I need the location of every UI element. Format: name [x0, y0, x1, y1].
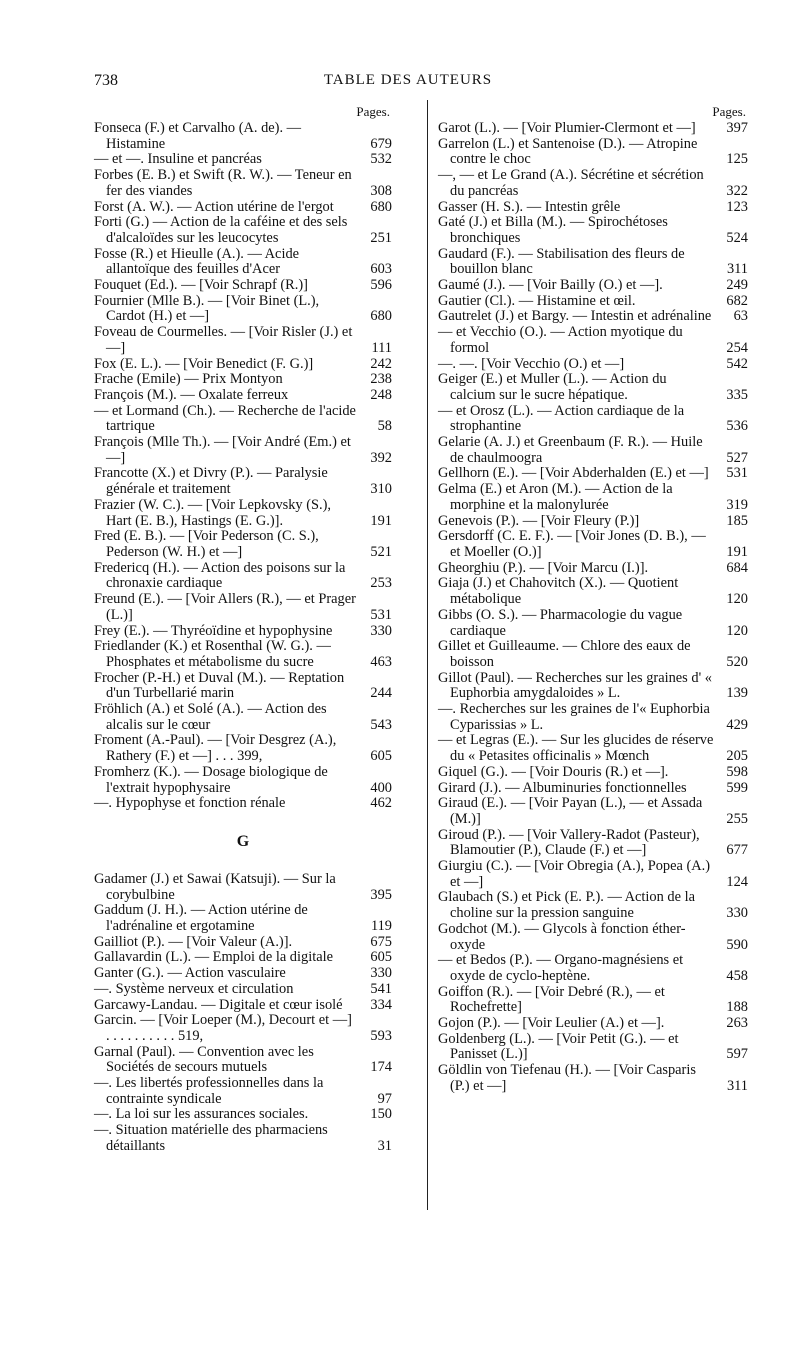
index-entry [94, 357, 392, 373]
index-entry [94, 435, 392, 466]
entry-page-number: 263 [726, 1015, 748, 1032]
index-entry [94, 765, 392, 796]
index-entry [94, 1076, 392, 1107]
entry-page-number: 521 [370, 543, 392, 560]
entry-text: —. Les libertés professionnelles dans la contrainte syndicale [94, 1075, 328, 1107]
entry-text: Gaté (J.) et Billa (M.). — Spirochétoses bronchiques [438, 214, 672, 246]
index-entry [438, 796, 748, 827]
index-entry [438, 309, 748, 325]
entry-text: Frocher (P.-H.) et Duval (M.). — Reptation d'un Turbellarié marin [94, 669, 348, 702]
entry-page-number: 400 [370, 779, 392, 796]
entry-page-number: 680 [370, 198, 392, 215]
index-entry [94, 982, 392, 998]
entry-text: Garnal (Paul). — Convention avec les Sociétés de secours mutuels [94, 1043, 318, 1076]
entry-page-number: 605 [370, 949, 392, 966]
entry-page-number: 531 [726, 465, 748, 482]
index-entry [438, 922, 748, 953]
entry-page-number: 111 [371, 339, 392, 356]
entry-page-number: 248 [370, 386, 392, 403]
index-entry [438, 733, 748, 764]
entry-page-number: 334 [370, 996, 392, 1013]
entry-page-number: 593 [370, 1027, 392, 1044]
entry-page-number: 590 [726, 936, 748, 953]
index-entry [94, 498, 392, 529]
entry-page-number: 120 [726, 591, 748, 608]
index-entry [438, 765, 748, 781]
entry-text: Gelarie (A. J.) et Greenbaum (F. R.). — Huile de chaulmoogra [438, 434, 707, 466]
index-entry [94, 903, 392, 934]
index-entry [94, 935, 392, 951]
index-entry [94, 294, 392, 325]
entry-page-number: 191 [370, 512, 392, 529]
index-entry [438, 482, 748, 513]
index-entry [94, 1107, 392, 1123]
index-entry [438, 278, 748, 294]
entry-text: Goiffon (R.). — [Voir Debré (R.), — et Rochefrette] [438, 983, 669, 1016]
entry-text: François (Mlle Th.). — [Voir André (Em.) et —] [94, 434, 355, 466]
entry-text: Frazier (W. C.). — [Voir Lepkovsky (S.), Hart (E. B.), Hastings (E. G.)]. [94, 496, 335, 529]
index-entry [438, 435, 748, 466]
entry-page-number: 255 [726, 810, 748, 827]
entry-text: Gasser (H. S.). — Intestin grêle [438, 198, 621, 215]
entry-text: — et Bedos (P.). — Organo-magnésiens et oxyde de cyclo-heptène. [438, 952, 687, 984]
entry-page-number: 330 [370, 622, 392, 639]
entry-text: —. La loi sur les assurances sociales. [94, 1106, 309, 1123]
entry-page-number: 330 [370, 965, 392, 982]
entry-page-number: 123 [726, 198, 748, 215]
entry-page-number: 542 [726, 355, 748, 372]
index-entry [438, 514, 748, 530]
entry-text: Frey (E.). — Thyréoïdine et hypophysine [94, 622, 333, 639]
entry-text: Fröhlich (A.) et Solé (A.). — Action des alcalis sur le cœur [94, 701, 331, 733]
entry-page-number: 251 [370, 229, 392, 246]
entry-page-number: 310 [370, 481, 392, 498]
entry-text: Gaumé (J.). — [Voir Bailly (O.) et —]. [438, 277, 663, 294]
index-entry [94, 278, 392, 294]
index-entry [438, 890, 748, 921]
entry-page-number: 395 [370, 886, 392, 903]
index-entry [94, 624, 392, 640]
entry-page-number: 330 [726, 905, 748, 922]
running-title: TABLE DES AUTEURS [323, 72, 493, 88]
index-entry [94, 1013, 392, 1044]
index-entry [438, 985, 748, 1016]
index-entry [438, 168, 748, 199]
index-entry [94, 966, 392, 982]
entry-text: Garcawy-Landau. — Digitale et cœur isolé [94, 996, 343, 1013]
entry-page-number: 185 [726, 512, 748, 529]
entry-text: Giraud (E.). — [Voir Payan (L.), — et Assada (M.)] [438, 795, 706, 827]
entry-text: — et Legras (E.). — Sur les glucides de réserve du « Petasites officinalis » Mœnch [438, 732, 717, 765]
column-divider [427, 100, 428, 1210]
entry-text: Godchot (M.). — Glycols à fonction éther-oxyde [438, 920, 686, 953]
pages-heading: Pages. [356, 104, 390, 119]
entry-text: Gellhorn (E.). — [Voir Abderhalden (E.) et —] [438, 465, 709, 482]
index-entry [438, 702, 748, 733]
index-entry [438, 608, 748, 639]
entry-page-number: 249 [726, 277, 748, 294]
entry-text: — et Lormand (Ch.). — Recherche de l'acide tartrique [94, 402, 360, 435]
entry-text: Ganter (G.). — Action vasculaire [94, 965, 286, 982]
index-entry [438, 828, 748, 859]
entry-text: — et Orosz (L.). — Action cardiaque de la strophantine [438, 402, 688, 435]
index-entry [438, 404, 748, 435]
entry-page-number: 458 [726, 967, 748, 984]
entry-text: —. Situation matérielle des pharmaciens détaillants [94, 1122, 332, 1154]
entry-text: Girard (J.). — Albuminuries fonctionnelles [438, 779, 687, 796]
index-entry [438, 1032, 748, 1063]
entry-page-number: 322 [726, 182, 748, 199]
entry-page-number: 63 [733, 308, 748, 325]
entry-page-number: 536 [726, 418, 748, 435]
left-column [94, 102, 392, 1155]
entry-text: Fournier (Mlle B.). — [Voir Binet (L.), Cardot (H.) et —] [94, 292, 323, 325]
index-entry [438, 576, 748, 607]
entry-page-number: 463 [370, 653, 392, 670]
entry-text: Gersdorff (C. E. F.). — [Voir Jones (D. B.), — et Moeller (O.)] [438, 528, 710, 560]
index-entry [94, 168, 392, 199]
entry-page-number: 682 [726, 292, 748, 309]
entry-text: —. —. [Voir Vecchio (O.) et —] [438, 355, 625, 372]
entry-text: Gaddum (J. H.). — Action utérine de l'adrénaline et ergotamine [94, 902, 312, 935]
page-number: 738 [94, 72, 118, 89]
entry-page-number: 150 [370, 1106, 392, 1123]
index-entry [94, 404, 392, 435]
entry-text: Gheorghiu (P.). — [Voir Marcu (I.)]. [438, 559, 649, 576]
index-entry [438, 1016, 748, 1032]
entry-page-number: 31 [377, 1137, 392, 1154]
index-entry [94, 796, 392, 812]
entry-page-number: 462 [370, 795, 392, 812]
entry-page-number: 191 [726, 543, 748, 560]
entry-text: Gautrelet (J.) et Bargy. — Intestin et adrénaline [438, 308, 712, 325]
entry-page-number: 97 [377, 1090, 392, 1107]
entry-page-number: 311 [726, 1077, 748, 1094]
entry-text: Forst (A. W.). — Action utérine de l'ergot [94, 198, 334, 215]
entry-page-number: 598 [726, 763, 748, 780]
entry-page-number: 684 [726, 559, 748, 576]
entry-text: Giroud (P.). — [Voir Vallery-Radot (Pasteur), Blamoutier (P.), Claude (F.) et —] [438, 826, 704, 859]
entry-text: Gadamer (J.) et Sawai (Katsuji). — Sur la corybulbine [94, 870, 340, 903]
entry-text: Forti (G.) — Action de la caféine et des sels d'alcaloïdes sur les leucocytes [94, 214, 351, 246]
entry-page-number: 253 [370, 575, 392, 592]
entry-text: Gaudard (F.). — Stabilisation des fleurs de bouillon blanc [438, 245, 689, 278]
pages-heading: Pages. [712, 104, 746, 119]
entry-text: —. Recherches sur les graines de l'« Euphorbia Cyparissias » L. [438, 701, 714, 733]
entry-page-number: 311 [726, 261, 748, 278]
index-entry [438, 372, 748, 403]
entry-text: Giurgiu (C.). — [Voir Obregia (A.), Popea (A.) et —] [438, 858, 714, 890]
index-entry [94, 733, 392, 764]
entry-page-number: 242 [370, 355, 392, 372]
entry-page-number: 596 [370, 277, 392, 294]
index-entry [438, 137, 748, 168]
index-entry [94, 529, 392, 560]
entry-page-number: 599 [726, 779, 748, 796]
index-entry [94, 998, 392, 1014]
entry-page-number: 188 [726, 999, 748, 1016]
entry-text: Friedlander (K.) et Rosenthal (W. G.). — Phosphates et métabolisme du sucre [94, 638, 335, 670]
index-entry [94, 1123, 392, 1154]
entry-text: Fonseca (F.) et Carvalho (A. de). — Histamine [94, 120, 305, 152]
index-entry [94, 200, 392, 216]
index-entry [94, 872, 392, 903]
entry-text: Gibbs (O. S.). — Pharmacologie du vague cardiaque [438, 606, 686, 639]
index-entry [438, 529, 748, 560]
entry-text: Goldenberg (L.). — [Voir Petit (G.). — et Panisset (L.)] [438, 1030, 683, 1063]
entry-text: Fosse (R.) et Hieulle (A.). — Acide allantoïque des feuilles d'Acer [94, 245, 303, 278]
entry-text: Gillot (Paul). — Recherches sur les graines d' « Euphorbia amygdaloides » L. [438, 669, 716, 702]
entry-text: Genevois (P.). — [Voir Fleury (P.)] [438, 512, 640, 529]
index-entry [94, 950, 392, 966]
entry-page-number: 397 [726, 120, 748, 136]
index-entry [94, 561, 392, 592]
entry-page-number: 541 [370, 980, 392, 997]
entry-page-number: 319 [726, 496, 748, 513]
index-entry [94, 466, 392, 497]
entry-text: Gillet et Guilleaume. — Chlore des eaux de boisson [438, 638, 695, 670]
entry-page-number: 524 [726, 229, 748, 246]
entry-page-number: 597 [726, 1046, 748, 1063]
index-entry [94, 1045, 392, 1076]
entry-text: Gautier (Cl.). — Histamine et œil. [438, 292, 636, 309]
entry-text: Garcin. — [Voir Loeper (M.), Decourt et —] . . . . . . . . . . 519, [94, 1012, 356, 1044]
entry-page-number: 120 [726, 622, 748, 639]
entry-text: —. Hypophyse et fonction rénale [94, 795, 286, 812]
entry-text: Freund (E.). — [Voir Allers (R.), — et Prager (L.)] [94, 591, 360, 623]
index-entry [94, 372, 392, 388]
index-entry [438, 466, 748, 482]
index-entry [438, 215, 748, 246]
entry-page-number: 205 [726, 748, 748, 765]
right-column [438, 102, 748, 1095]
index-entry [94, 152, 392, 168]
section-letter: G [236, 832, 250, 850]
entry-text: Göldlin von Tiefenau (H.). — [Voir Casparis (P.) et —] [438, 1062, 700, 1094]
entry-page-number: 244 [370, 685, 392, 702]
entry-text: Gailliot (P.). — [Voir Valeur (A.)]. [94, 933, 293, 950]
entry-text: Giquel (G.). — [Voir Douris (R.) et —]. [438, 763, 669, 780]
index-entry [438, 294, 748, 310]
entry-page-number: 254 [726, 339, 748, 356]
entry-page-number: 58 [377, 418, 392, 435]
entry-page-number: 680 [370, 308, 392, 325]
index-entry [94, 592, 392, 623]
index-entry [438, 859, 748, 890]
index-entry [438, 953, 748, 984]
index-entry [94, 671, 392, 702]
entry-text: Geiger (E.) et Muller (L.). — Action du calcium sur le sucre hépatique. [438, 371, 671, 403]
entry-page-number: 677 [726, 842, 748, 859]
entry-text: — et —. Insuline et pancréas [94, 151, 262, 168]
index-entry [94, 639, 392, 670]
entry-page-number: 335 [726, 386, 748, 403]
entry-text: — et Vecchio (O.). — Action myotique du formol [438, 324, 687, 356]
entry-page-number: 238 [370, 371, 392, 388]
entry-text: Fred (E. B.). — [Voir Pederson (C. S.), Pederson (W. H.) et —] [94, 528, 323, 560]
entry-text: Gelma (E.) et Aron (M.). — Action de la morphine et la malonylurée [438, 481, 677, 513]
entry-text: Fox (E. L.). — [Voir Benedict (F. G.)] [94, 355, 314, 372]
index-entry [94, 121, 392, 152]
entry-page-number: 124 [726, 873, 748, 890]
page-header [94, 72, 722, 98]
entry-page-number: 531 [370, 606, 392, 623]
entry-page-number: 543 [370, 716, 392, 733]
index-entry [438, 325, 748, 356]
index-entry [438, 200, 748, 216]
entry-text: Fouquet (Ed.). — [Voir Schrapf (R.)] [94, 277, 308, 294]
index-entry [94, 247, 392, 278]
entry-page-number: 605 [370, 748, 392, 765]
entry-text: Fredericq (H.). — Action des poisons sur la chronaxie cardiaque [94, 559, 350, 592]
entry-text: Froment (A.-Paul). — [Voir Desgrez (A.), Rathery (F.) et —] . . . 399, [94, 732, 340, 765]
entry-text: François (M.). — Oxalate ferreux [94, 386, 289, 403]
entry-page-number: 532 [370, 151, 392, 168]
entry-text: Glaubach (S.) et Pick (E. P.). — Action de la choline sur la pression sanguine [438, 889, 699, 922]
index-entry [438, 247, 748, 278]
entry-page-number: 527 [726, 449, 748, 466]
entry-page-number: 139 [726, 685, 748, 702]
entry-text: Francotte (X.) et Divry (P.). — Paralysie générale et traitement [94, 465, 332, 498]
entry-text: Garrelon (L.) et Santenoise (D.). — Atropine contre le choc [438, 135, 701, 168]
entry-text: Giaja (J.) et Chahovitch (X.). — Quotient métabolique [438, 575, 682, 608]
entry-text: —. Système nerveux et circulation [94, 980, 294, 997]
index-entry [438, 561, 748, 577]
index-entry [94, 702, 392, 733]
entry-page-number: 603 [370, 261, 392, 278]
entry-text: Frache (Emile) — Prix Montyon [94, 371, 283, 388]
entry-page-number: 520 [726, 653, 748, 670]
entry-text: Fromherz (K.). — Dosage biologique de l'extrait hypophysaire [94, 763, 332, 796]
index-entry [94, 388, 392, 404]
entry-page-number: 675 [370, 933, 392, 950]
entry-page-number: 392 [370, 449, 392, 466]
entry-text: —, — et Le Grand (A.). Sécrétine et sécrétion du pancréas [438, 167, 708, 199]
entry-page-number: 119 [370, 918, 392, 935]
entry-text: Forbes (E. B.) et Swift (R. W.). — Teneur en fer des viandes [94, 167, 356, 199]
index-entry [438, 639, 748, 670]
entry-text: Garot (L.). — [Voir Plumier-Clermont et —] [438, 120, 696, 136]
index-entry [438, 357, 748, 373]
entry-text: Gojon (P.). — [Voir Leulier (A.) et —]. [438, 1015, 665, 1032]
entry-text: Foveau de Courmelles. — [Voir Risler (J.) et —] [94, 324, 356, 356]
entry-page-number: 308 [370, 182, 392, 199]
index-entry [94, 325, 392, 356]
index-entry [438, 121, 748, 137]
index-entry [438, 781, 748, 797]
index-entry [94, 215, 392, 246]
entry-text: Gallavardin (L.). — Emploi de la digitale [94, 949, 333, 966]
entry-page-number: 125 [726, 151, 748, 168]
index-entry [438, 1063, 748, 1094]
index-entry [438, 671, 748, 702]
entry-page-number: 679 [370, 135, 392, 152]
entry-page-number: 174 [370, 1059, 392, 1076]
entry-page-number: 429 [726, 716, 748, 733]
